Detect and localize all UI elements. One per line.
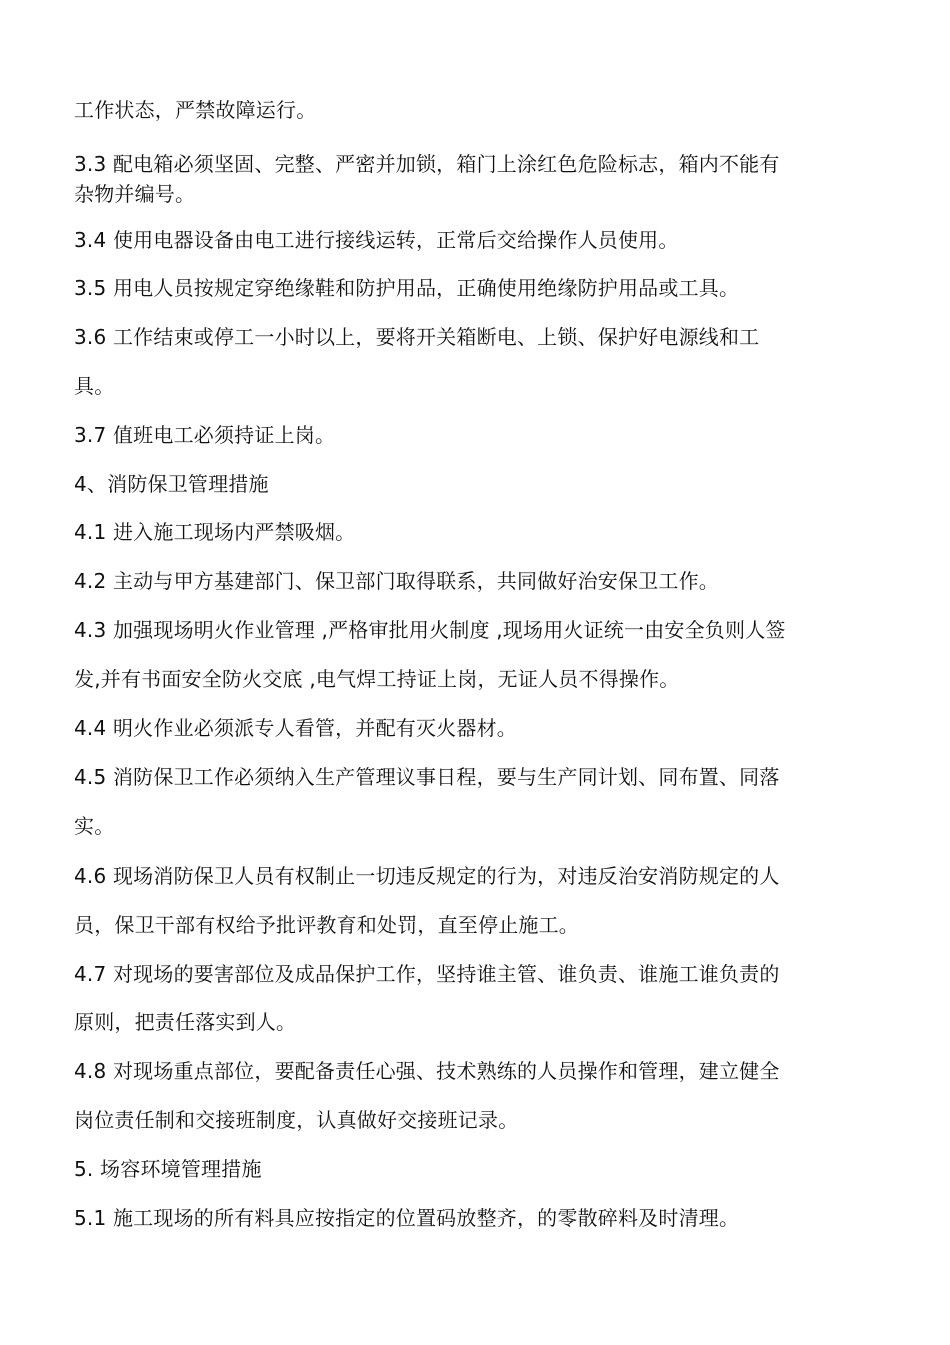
text-line: 4.1 进入施工现场内严禁吸烟。 (74, 520, 356, 544)
section-heading: 5. 场容环境管理措施 (74, 1157, 262, 1181)
text-line: 5.1 施工现场的所有料具应按指定的位置码放整齐，的零散碎料及时清理。 (74, 1206, 740, 1230)
section-heading: 4、消防保卫管理措施 (74, 472, 269, 496)
text-line: 3.5 用电人员按规定穿绝缘鞋和防护用品，正确使用绝缘防护用品或工具。 (74, 276, 740, 300)
text-line: 具。 (74, 374, 115, 398)
text-line: 员，保卫干部有权给予批评教育和处罚，直至停止施工。 (74, 913, 579, 937)
text-line: 岗位责任制和交接班制度，认真做好交接班记录。 (74, 1108, 519, 1132)
text-line: 4.7 对现场的要害部位及成品保护工作，坚持谁主管、谁负责、谁施工谁负责的 (74, 962, 780, 986)
text-line: 4.5 消防保卫工作必须纳入生产管理议事日程，要与生产同计划、同布置、同落 (74, 765, 780, 789)
text-line: 4.8 对现场重点部位，要配备责任心强、技术熟练的人员操作和管理，建立健全 (74, 1059, 780, 1083)
text-line: 原则，把责任落实到人。 (74, 1010, 297, 1034)
text-line: 3.4 使用电器设备由电工进行接线运转，正常后交给操作人员使用。 (74, 228, 679, 252)
text-line: 3.7 值班电工必须持证上岗。 (74, 423, 336, 447)
text-line: 4.6 现场消防保卫人员有权制止一切违反规定的行为，对违反治安消防规定的人 (74, 864, 780, 888)
text-line: 工作状态，严禁故障运行。 (74, 98, 317, 122)
text-line: 3.6 工作结束或停工一小时以上，要将开关箱断电、上锁、保护好电源线和工 (74, 325, 760, 349)
text-line: 杂物并编号。 (74, 182, 196, 206)
text-line: 实。 (74, 814, 115, 838)
text-line: 4.3 加强现场明火作业管理 ,严格审批用火制度 ,现场用火证统一由安全负则人签 (74, 618, 786, 642)
text-line: 4.4 明火作业必须派专人看管，并配有灭火器材。 (74, 716, 517, 740)
text-line: 3.3 配电箱必须坚固、完整、严密并加锁，箱门上涂红色危险标志，箱内不能有 (74, 152, 780, 176)
text-line: 4.2 主动与甲方基建部门、保卫部门取得联系，共同做好治安保卫工作。 (74, 569, 719, 593)
text-line: 发,并有书面安全防火交底 ,电气焊工持证上岗，无证人员不得操作。 (74, 667, 680, 691)
